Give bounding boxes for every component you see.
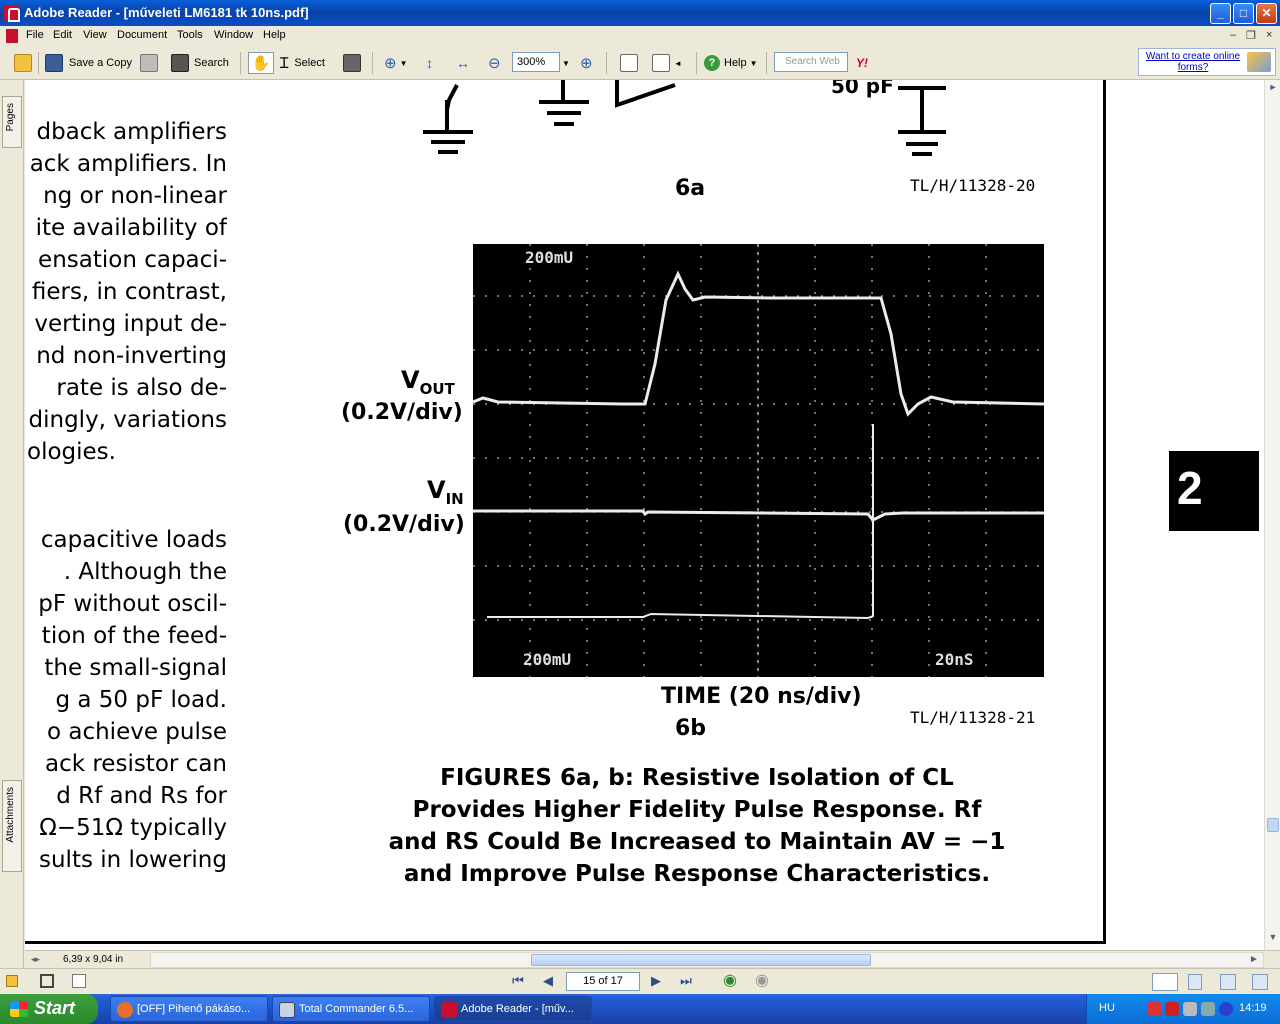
windows-flag-icon <box>10 1001 28 1017</box>
navigation-pane <box>0 80 24 968</box>
taskbar-item-adobe-reader[interactable] <box>434 996 592 1022</box>
page-navigation-bar <box>0 968 1280 994</box>
continuous-button[interactable] <box>1188 974 1202 990</box>
body-line: ack amplifiers. In <box>29 151 227 177</box>
body-line: g a 50 pF load. <box>55 687 227 713</box>
bluetooth-icon[interactable] <box>1219 1002 1233 1016</box>
title-bar <box>0 0 1280 26</box>
menu-window[interactable]: Window <box>214 29 254 41</box>
scope-top-readout: 200mU <box>525 248 574 267</box>
section-tab-marker: 2 <box>1169 451 1259 531</box>
menu-bar <box>0 26 1280 46</box>
close-button[interactable]: ✕ <box>1256 3 1277 24</box>
caption-line: FIGURES 6a, b: Resistive Isolation of CL <box>440 765 954 791</box>
fit-height-button[interactable] <box>426 52 433 74</box>
body-line: ensation capaci- <box>38 247 227 273</box>
last-page-button[interactable]: ⏭ <box>680 973 692 988</box>
hand-icon: ✋ <box>251 55 271 72</box>
scroll-up-arrow[interactable]: ► <box>1268 82 1278 92</box>
scope-bottom-left-readout: 200mU <box>523 650 572 669</box>
search-button[interactable] <box>171 52 229 74</box>
window-title: Adobe Reader - [műveleti LM6181 tk 10ns.pdf] <box>24 5 309 20</box>
help-button[interactable]: ? Help ▼ <box>704 52 758 74</box>
network-icon[interactable] <box>1201 1002 1215 1016</box>
page-size-arrow-icon: ◂▸ <box>31 954 41 964</box>
body-line: ologies. <box>27 439 116 465</box>
scroll-thumb[interactable] <box>1267 818 1279 832</box>
binoculars-icon <box>171 54 189 72</box>
open-button[interactable] <box>14 52 32 74</box>
document-view[interactable] <box>25 80 1264 950</box>
body-line: ite availability of <box>35 215 227 241</box>
help-label: Help <box>724 57 747 69</box>
text-cursor-icon: Ɪ <box>280 55 289 72</box>
figure-6a-code: TL/H/11328-20 <box>910 176 1036 195</box>
caption-line: and RS Could Be Increased to Maintain AV = −1 <box>388 829 1006 855</box>
clock: 14:19 <box>1239 1002 1267 1014</box>
fit-width-button[interactable] <box>456 52 470 74</box>
taskbar-item-total-commander[interactable] <box>272 996 430 1022</box>
menu-tools[interactable]: Tools <box>177 29 203 41</box>
taskbar-item-label: [OFF] Pihenő pákáso... <box>137 1003 251 1015</box>
figure-caption <box>347 762 1047 890</box>
body-line: Ω−51Ω typically <box>39 815 227 841</box>
capacitor-label: 50 pF <box>831 80 894 98</box>
page-layout-icon <box>652 54 670 72</box>
zoom-tool-button[interactable]: ⊕ ▼ <box>384 55 408 72</box>
body-line: sults in lowering <box>39 847 227 873</box>
document-icon <box>6 29 18 43</box>
attachments-tab[interactable] <box>2 780 22 872</box>
minimize-button[interactable]: _ <box>1210 3 1231 24</box>
horizontal-scroll-thumb[interactable] <box>531 954 871 966</box>
vin-scale: (0.2V/div) <box>343 512 465 537</box>
page-number-input[interactable]: 15 of 17 <box>566 972 640 991</box>
zoom-in-button[interactable] <box>580 52 593 74</box>
save-copy-button[interactable] <box>45 52 132 74</box>
print-button[interactable] <box>140 52 158 74</box>
pages-tab[interactable] <box>2 96 22 148</box>
zoom-dropdown-arrow[interactable] <box>562 52 570 74</box>
create-forms-link[interactable] <box>1138 48 1276 76</box>
hand-tool-button[interactable] <box>248 52 274 74</box>
snapshot-button[interactable] <box>343 52 361 74</box>
body-line: ack resistor can <box>44 751 227 777</box>
go-back-button[interactable]: ◉ <box>723 972 737 989</box>
attachments-tab-label: Attachments <box>5 787 16 843</box>
body-line: dingly, variations <box>28 407 227 433</box>
forms-pen-icon <box>1247 52 1271 72</box>
fit-width-icon: ↔ <box>456 55 470 71</box>
doc-properties-icon[interactable] <box>72 974 86 988</box>
caption-line: and Improve Pulse Response Characteristics. <box>403 861 991 887</box>
body-line: capacitive loads <box>40 527 227 553</box>
page-edge-bottom <box>25 941 1106 944</box>
printer-icon <box>140 54 158 72</box>
vin-label: $V_{IN}$ <box>427 476 464 508</box>
adobe-reader-icon <box>441 1002 457 1018</box>
caption-line: Provides Higher Fidelity Pulse Response. Rf <box>412 797 982 823</box>
total-commander-icon <box>279 1002 295 1018</box>
rotate-button[interactable] <box>620 52 638 74</box>
search-label: Search <box>194 57 229 69</box>
body-line: nd non-inverting <box>36 343 227 369</box>
zoom-in-icon: ⊕ <box>580 55 593 72</box>
taskbar-item-browser[interactable] <box>110 996 268 1022</box>
doc-minimize-button[interactable]: – <box>1230 29 1237 41</box>
start-label: Start <box>34 998 76 1018</box>
body-line: tion of the feed- <box>41 623 227 649</box>
body-line: . Although the <box>63 559 227 585</box>
help-icon: ? <box>704 55 720 71</box>
body-line: verting input de- <box>34 311 227 337</box>
horizontal-scrollbar[interactable] <box>150 952 1264 968</box>
scroll-down-arrow[interactable]: ▼ <box>1268 932 1278 942</box>
continuous-facing-button[interactable] <box>1252 974 1268 990</box>
first-page-button[interactable]: ⏮ <box>512 973 524 988</box>
tray-app-icon[interactable] <box>1147 1002 1161 1016</box>
scroll-right-arrow[interactable]: ► <box>1249 954 1259 965</box>
menu-help[interactable]: Help <box>263 29 286 41</box>
select-tool-button[interactable] <box>280 52 325 74</box>
zoom-out-button[interactable] <box>488 52 501 74</box>
single-page-button[interactable] <box>1152 973 1178 991</box>
pages-tab-label: Pages <box>5 103 16 132</box>
body-line: pF without oscil- <box>38 591 227 617</box>
zoom-input[interactable]: 300% <box>512 52 560 72</box>
scope-bottom-right-readout: 20nS <box>935 650 974 669</box>
magnifier-icon: ⊕ <box>384 55 397 72</box>
oscilloscope-screen <box>473 244 1044 677</box>
language-indicator[interactable]: HU <box>1099 1002 1115 1014</box>
yahoo-icon: Y! <box>856 56 868 70</box>
page-view-icon[interactable] <box>40 974 54 988</box>
vertical-scrollbar[interactable] <box>1264 80 1280 950</box>
menu-file[interactable]: File <box>26 29 44 41</box>
menu-edit[interactable]: Edit <box>53 29 72 41</box>
camera-icon <box>343 54 361 72</box>
rotate-page-icon <box>620 54 638 72</box>
vout-label: $V_{OUT}$ <box>401 366 455 398</box>
figure-6b-code: TL/H/11328-21 <box>910 708 1036 727</box>
body-line: d Rf and Rs for <box>56 783 227 809</box>
next-page-button[interactable]: ▶ <box>651 973 661 988</box>
body-line: the small-signal <box>44 655 227 681</box>
previous-page-button[interactable]: ◀ <box>543 973 553 988</box>
time-axis-label: TIME (20 ns/div) <box>661 684 862 709</box>
body-line: dback amplifiers <box>36 119 227 145</box>
doc-restore-button[interactable]: ❐ <box>1246 30 1256 42</box>
figure-6a-label: 6a <box>675 176 706 201</box>
shield-icon[interactable] <box>1165 1002 1179 1016</box>
vout-scale: (0.2V/div) <box>341 400 463 425</box>
search-web-input[interactable]: Search Web <box>774 52 848 72</box>
firefox-icon <box>117 1002 133 1018</box>
body-line: rate is also de- <box>56 375 227 401</box>
taskbar-item-label: Adobe Reader - [műv... <box>461 1003 574 1015</box>
body-line: o achieve pulse <box>46 719 227 745</box>
create-forms-label: Want to create online forms? <box>1145 51 1241 73</box>
zoom-out-icon: ⊖ <box>488 55 501 72</box>
fit-height-icon: ↕ <box>426 55 433 71</box>
doc-close-button[interactable]: × <box>1266 29 1273 41</box>
page-layout-button[interactable]: ◄ <box>652 52 682 74</box>
menu-document[interactable]: Document <box>117 29 168 41</box>
figure-6b-label: 6b <box>675 716 707 741</box>
pin-icon <box>6 975 18 987</box>
taskbar <box>0 994 1280 1024</box>
taskbar-item-label: Total Commander 6.5... <box>299 1003 414 1015</box>
yahoo-search-button[interactable] <box>856 52 868 74</box>
adobe-reader-icon <box>4 5 20 21</box>
start-button[interactable] <box>0 994 98 1024</box>
scope-traces <box>473 244 1044 677</box>
toolbar <box>0 46 1280 80</box>
go-forward-button[interactable]: ◉ <box>755 972 769 989</box>
save-copy-label: Save a Copy <box>69 57 132 69</box>
menu-view[interactable]: View <box>83 29 107 41</box>
body-line: ng or non-linear <box>43 183 227 209</box>
facing-button[interactable] <box>1220 974 1236 990</box>
disk-icon <box>45 54 63 72</box>
maximize-button[interactable]: □ <box>1233 3 1254 24</box>
speaker-icon[interactable] <box>1183 1002 1197 1016</box>
system-tray <box>1086 994 1280 1024</box>
chevron-down-icon: ▼ <box>562 58 570 68</box>
folder-icon <box>14 54 32 72</box>
body-line: fiers, in contrast, <box>31 279 227 305</box>
page-size-readout: 6,39 x 9,04 in <box>63 954 124 965</box>
select-label: Select <box>294 57 325 69</box>
page-edge-right <box>1103 80 1106 944</box>
